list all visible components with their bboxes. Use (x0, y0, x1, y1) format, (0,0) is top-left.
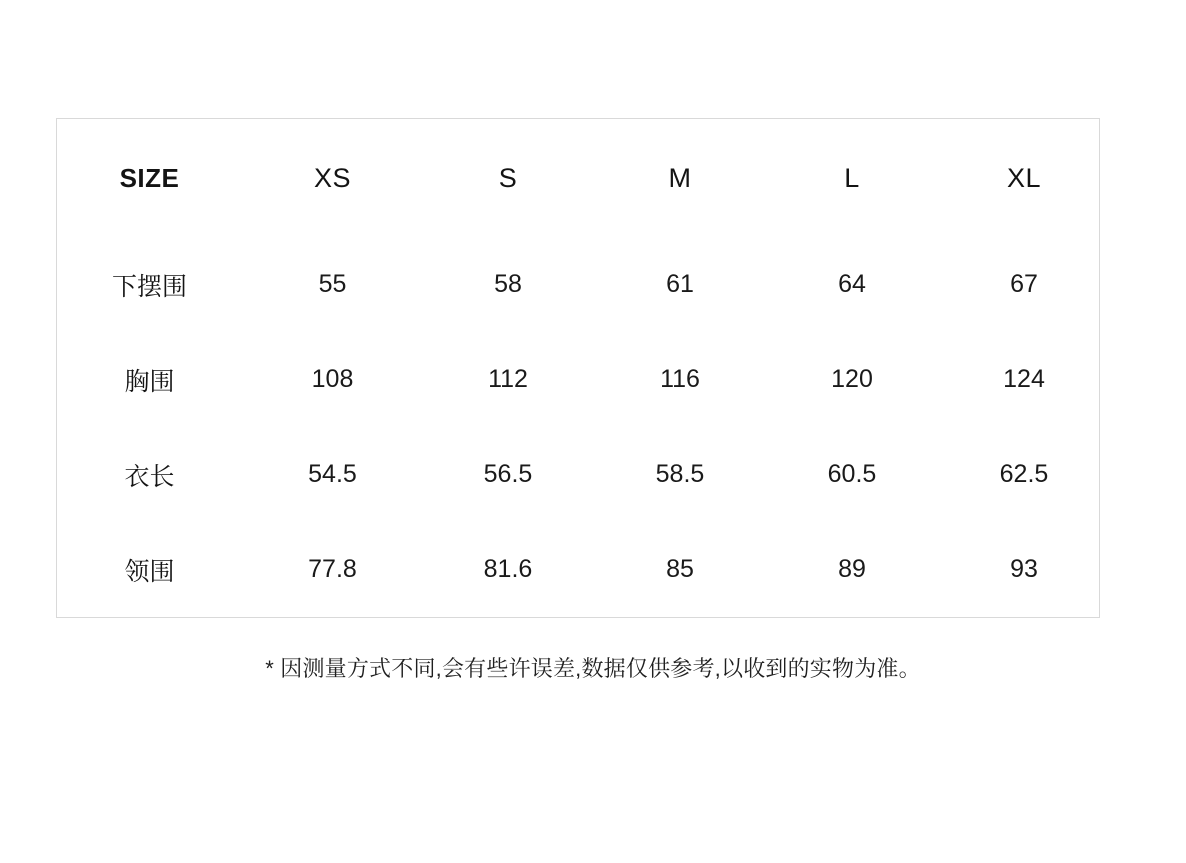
column-divider (242, 119, 243, 238)
size-chart-card (56, 118, 1100, 618)
cell-collar-s: 81.6 (483, 555, 533, 584)
cell-hem-l: 64 (838, 270, 866, 299)
cell-hem-s: 58 (494, 270, 522, 299)
cell-length-xs: 54.5 (308, 460, 357, 489)
table-row (57, 332, 1110, 427)
header-cell-s: S (498, 162, 518, 193)
cell-length-m: 58.5 (655, 460, 705, 489)
cell-length-l: 60.5 (827, 460, 877, 489)
cell-hem-xl: 67 (1010, 270, 1038, 299)
cell-chest-l: 120 (831, 365, 873, 394)
measurement-disclaimer: * 因测量方式不同,会有些许误差,数据仅供参考,以收到的实物为准。 (265, 656, 921, 681)
row-label-length: 衣长 (124, 462, 175, 491)
cell-chest-xs: 108 (311, 365, 354, 394)
cell-collar-m: 85 (666, 555, 694, 584)
size-table (57, 119, 1110, 617)
cell-length-s: 56.5 (483, 460, 533, 489)
column-divider-spacer (242, 427, 243, 522)
table-row (57, 427, 1110, 522)
cell-length-xl: 62.5 (999, 460, 1049, 489)
column-divider-spacer (242, 238, 243, 333)
column-divider-spacer (242, 522, 243, 617)
header-cell-xs: XS (313, 162, 352, 193)
row-label-collar: 领围 (124, 557, 175, 586)
cell-hem-m: 61 (666, 270, 694, 299)
table-header-row (57, 119, 1110, 238)
cell-chest-xl: 124 (1003, 365, 1045, 394)
row-label-chest: 胸围 (124, 367, 175, 396)
header-cell-l: L (844, 162, 860, 193)
cell-collar-xl: 93 (1010, 555, 1038, 584)
cell-collar-xs: 77.8 (308, 555, 357, 584)
column-divider-spacer (242, 332, 243, 427)
cell-chest-m: 116 (660, 365, 700, 394)
table-row (57, 522, 1110, 617)
cell-collar-l: 89 (838, 555, 866, 584)
header-cell-m: M (668, 162, 692, 193)
cell-hem-xs: 55 (318, 270, 347, 299)
header-cell-size: SIZE (119, 162, 180, 193)
table-row (57, 238, 1110, 333)
cell-chest-s: 112 (488, 365, 528, 394)
header-cell-xl: XL (1006, 162, 1042, 193)
row-label-hem: 下摆围 (111, 272, 187, 301)
